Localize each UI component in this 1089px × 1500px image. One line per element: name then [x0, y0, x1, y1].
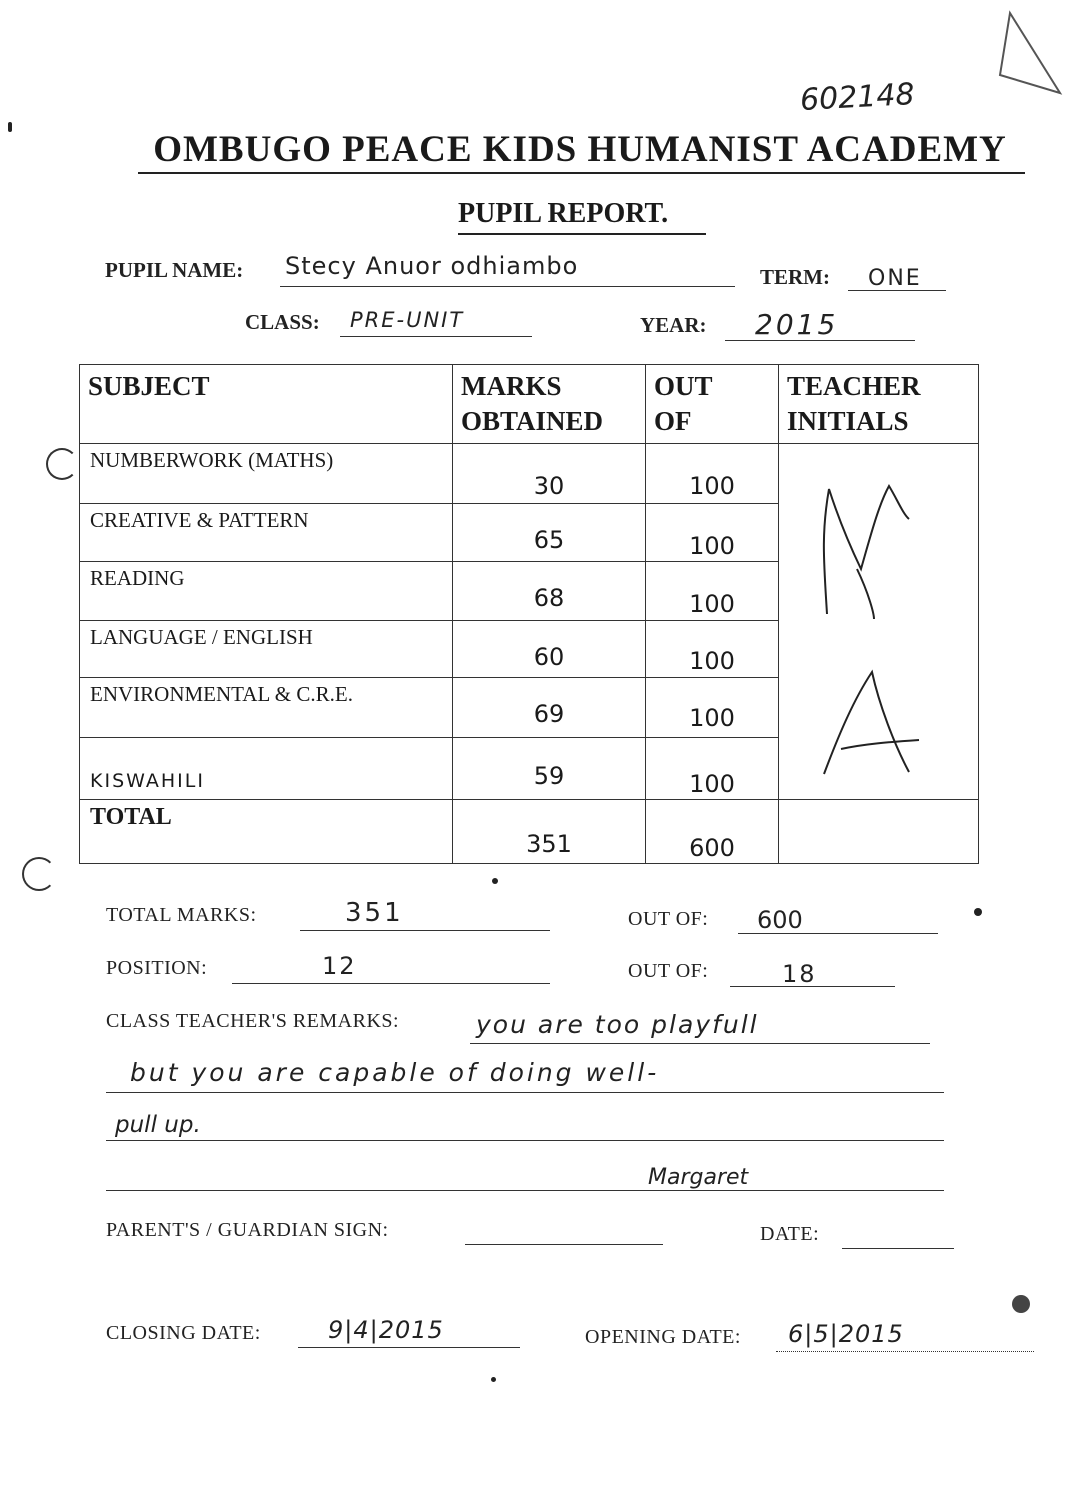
- remarks-text-3: pull up.: [115, 1112, 201, 1138]
- subject-cell: READING: [80, 562, 453, 621]
- report-title: PUPIL REPORT.: [458, 198, 669, 229]
- marks-cell: 30: [453, 444, 646, 504]
- signature-line: [106, 1190, 944, 1191]
- marks-cell: 69: [453, 678, 646, 738]
- teacher-initials-cell: [779, 444, 979, 800]
- remarks-label: CLASS TEACHER'S REMARKS:: [106, 1010, 400, 1032]
- closing-date-label: CLOSING DATE:: [106, 1322, 261, 1344]
- parent-sign-line: [465, 1244, 663, 1245]
- school-name: OMBUGO PEACE KIDS HUMANIST ACADEMY: [153, 129, 1007, 170]
- speck-decoration: [974, 908, 982, 916]
- out-of-cell: 100: [646, 562, 779, 621]
- out-of-cell: 100: [646, 444, 779, 504]
- position-out-of-value: 18: [782, 960, 817, 988]
- remarks-text-2: but you are capable of doing well-: [130, 1058, 660, 1087]
- term-label: TERM:: [760, 265, 830, 289]
- speck-decoration: [1012, 1295, 1030, 1313]
- table-total-row: [80, 800, 979, 864]
- marks-cell: 60: [453, 621, 646, 678]
- class-value: PRE-UNIT: [350, 308, 465, 332]
- remarks-line-1: [470, 1043, 930, 1044]
- header-subject: SUBJECT: [80, 365, 453, 444]
- header-teacher-initials: TEACHER INITIALS: [779, 365, 979, 444]
- corner-mark-decoration: [990, 5, 1070, 95]
- subject-cell: NUMBERWORK (MATHS): [80, 444, 453, 504]
- class-label: CLASS:: [245, 310, 320, 334]
- parent-sign-label: PARENT'S / GUARDIAN SIGN:: [106, 1219, 389, 1241]
- subject-cell: CREATIVE & PATTERN: [80, 504, 453, 562]
- out-of-cell: 100: [646, 621, 779, 678]
- position-line: [232, 983, 550, 984]
- total-out-of-cell: 600: [646, 800, 779, 864]
- subject-cell: KISWAHILI: [80, 738, 453, 800]
- total-out-of-value: 600: [757, 906, 803, 934]
- speck-decoration: [492, 878, 498, 884]
- table-row: [80, 444, 979, 504]
- total-initials-cell: [779, 800, 979, 864]
- year-label: YEAR:: [640, 313, 707, 337]
- marks-cell: 59: [453, 738, 646, 800]
- closing-date-line: [298, 1347, 520, 1348]
- marks-cell: 65: [453, 504, 646, 562]
- remarks-line-3: [106, 1140, 944, 1141]
- remarks-line-2: [106, 1092, 944, 1093]
- total-marks-line: [300, 930, 550, 931]
- opening-date-value: 6|5|2015: [788, 1320, 904, 1348]
- pupil-name-label: PUPIL NAME:: [105, 258, 244, 282]
- marks-cell: 68: [453, 562, 646, 621]
- total-marks-label: TOTAL MARKS:: [106, 904, 257, 926]
- position-value: 12: [322, 952, 357, 980]
- position-label: POSITION:: [106, 957, 208, 979]
- out-of-cell: 100: [646, 504, 779, 562]
- speck-decoration: [491, 1377, 496, 1382]
- punch-hole-mark: [22, 857, 56, 891]
- punch-hole-mark: [46, 448, 78, 480]
- teacher-signature: Margaret: [648, 1165, 749, 1190]
- pupil-name-line: [280, 286, 735, 287]
- total-label-cell: TOTAL: [80, 800, 453, 864]
- marks-table: [79, 364, 979, 864]
- teacher-initials-signature: [779, 444, 979, 804]
- out-of-cell: 100: [646, 738, 779, 800]
- position-out-of-label: OUT OF:: [628, 960, 709, 982]
- document-number: 602148: [799, 77, 916, 118]
- class-line: [340, 336, 532, 337]
- closing-date-value: 9|4|2015: [328, 1316, 444, 1344]
- subject-cell: LANGUAGE / ENGLISH: [80, 621, 453, 678]
- header-out-of: OUT OF: [646, 365, 779, 444]
- term-value: ONE: [868, 266, 922, 291]
- header-marks-obtained: MARKS OBTAINED: [453, 365, 646, 444]
- speck-decoration: [8, 122, 12, 132]
- report-title-underline: [458, 233, 706, 235]
- pupil-name-value: Stecy Anuor odhiambo: [285, 252, 579, 280]
- table-header-row: [80, 365, 979, 444]
- remarks-text-1: you are too playfull: [476, 1010, 759, 1039]
- total-marks-cell: 351: [453, 800, 646, 864]
- out-of-cell: 100: [646, 678, 779, 738]
- total-out-of-label: OUT OF:: [628, 908, 709, 930]
- opening-date-label: OPENING DATE:: [585, 1326, 741, 1348]
- date-line: [842, 1248, 954, 1249]
- year-value: 2015: [755, 308, 839, 341]
- school-name-underline: [138, 172, 1025, 174]
- date-label: DATE:: [760, 1223, 820, 1245]
- subject-cell: ENVIRONMENTAL & C.R.E.: [80, 678, 453, 738]
- total-marks-value: 351: [345, 898, 404, 928]
- opening-date-line: [776, 1351, 1034, 1352]
